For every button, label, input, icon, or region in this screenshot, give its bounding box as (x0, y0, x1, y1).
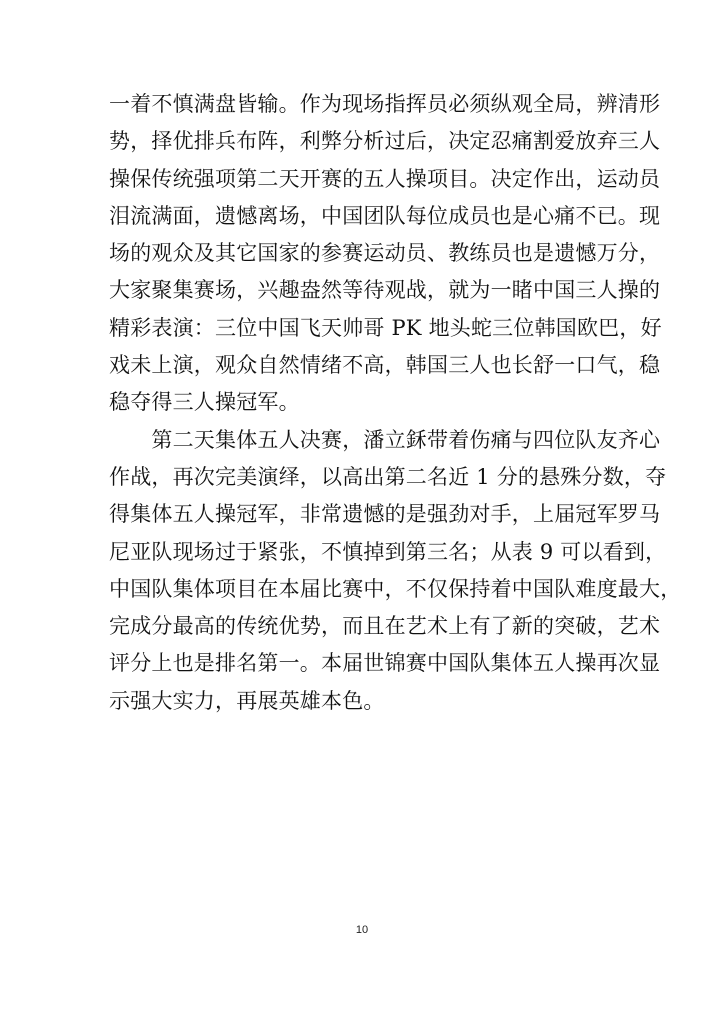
text-line: 场的观众及其它国家的参赛运动员、教练员也是遗憾万分， (109, 241, 661, 266)
text-line: 势，择优排兵布阵，利弊分析过后，决定忍痛割爱放弃三人 (109, 129, 661, 154)
body-text (109, 86, 682, 720)
text-line: 操保传统强项第二天开赛的五人操项目。决定作出，运动员 (109, 166, 661, 191)
text-line: 示强大实力，再展英雄本色。 (109, 688, 385, 713)
text-line: 稳夺得三人操冠军。 (109, 390, 300, 415)
paragraph-2 (109, 422, 682, 720)
text-line: 精彩表演：三位中国飞天帅哥 PK 地头蛇三位韩国欧巴，好 (109, 315, 662, 340)
text-line: 第二天集体五人决赛，潘立鉌带着伤痛与四位队友齐心 (109, 427, 661, 452)
text-line: 作战，再次完美演绎，以高出第二名近 1 分的悬殊分数，夺 (109, 464, 667, 489)
paragraph-1 (109, 86, 662, 422)
text-line: 戏未上演，观众自然情绪不高，韩国三人也长舒一口气，稳 (109, 353, 661, 378)
text-line: 中国队集体项目在本届比赛中，不仅保持着中国队难度最大， (109, 576, 682, 601)
text-line: 得集体五人操冠军，非常遗憾的是强劲对手，上届冠军罗马 (109, 502, 661, 527)
text-line: 大家聚集赛场，兴趣盎然等待观战，就为一睹中国三人操的 (109, 278, 661, 303)
text-line: 完成分最高的传统优势，而且在艺术上有了新的突破，艺术 (109, 614, 661, 639)
text-line: 尼亚队现场过于紧张，不慎掉到第三名；从表 9 可以看到， (109, 539, 667, 564)
text-line: 一着不慎满盘皆输。作为现场指挥员必须纵观全局，辨清形 (109, 92, 661, 116)
text-line: 评分上也是排名第一。本届世锦赛中国队集体五人操再次显 (109, 651, 661, 676)
page-number: 10 (355, 924, 369, 936)
text-line: 泪流满面，遗憾离场，中国团队每位成员也是心痛不已。现 (109, 203, 661, 228)
